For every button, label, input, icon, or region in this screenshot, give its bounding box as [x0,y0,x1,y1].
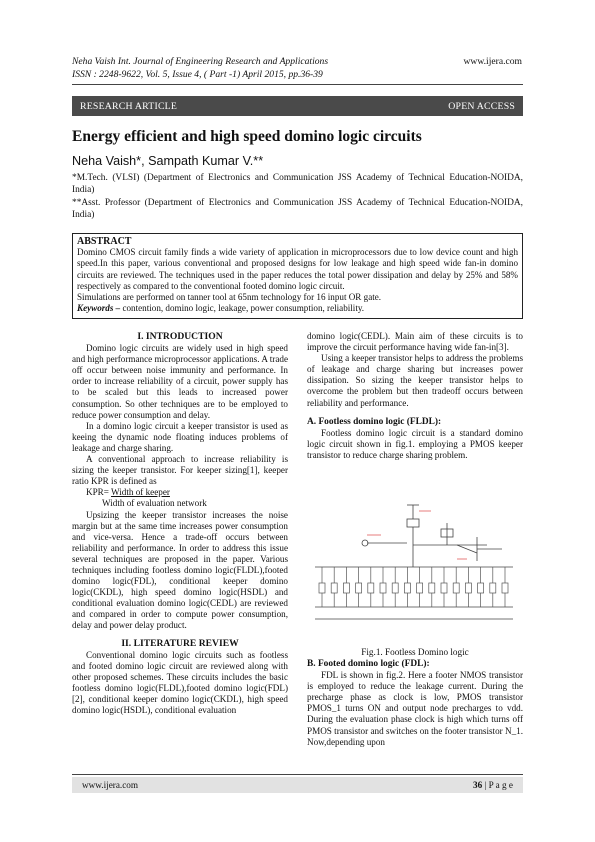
figure-1-caption: Fig.1. Footless Domino logic [361,647,469,657]
nmos-transistor [343,583,349,593]
intro-paragraph-2: In a domino logic circuit a keeper transistor is used as keeing the dynamic node floating induces problems of leakage and charge sharing. [72,420,288,453]
issn-line: ISSN : 2248-9622, Vol. 5, Issue 4, ( Part -1) April 2015, pp.36-39 [72,69,323,80]
footer-rule [72,774,523,775]
schematic-drawing [307,497,523,635]
right-paragraph-2: Using a keeper transistor helps to address the problems of leakage and charge sharing but increases power dissipation. So sizing the keeper transistor helps to overcome the problem but then tradeoff occurs between reliability and performance. [307,353,523,408]
header-rule [72,84,523,85]
subsection-a-paragraph: Footless domino logic circuit is a standard domino logic circuit shown in fig.1. employing a PMOS keeper transistor to reduce charge sharing problem. [307,427,523,460]
nmos-transistor [392,583,398,593]
nmos-transistor [417,583,423,593]
abstract-body: Domino CMOS circuit family finds a wide variety of application in microprocessors due to low device count and high speed.In this paper, various conventional and proposed designs for low leakage and high speed wide fan-in domino circuits are reviewed. The techniques used in the paper reduces the total power dissipation and delay by 25% and 58% respectively as compared to the conventional footed domino logic circuit. [77,247,518,291]
nmos-transistor [502,583,508,593]
subsection-b-paragraph: FDL is shown in fig.2. Here a footer NMOS transistor is employed to reduce the leakage current. During the precharge phase as clock is low, PMOS transistor PMOS_1 turns ON and output node precharges to vdd. During the evaluation phase clock is high which turns off PMOS transistor and switches on the footer transistor N_1. Now,depending upon [307,670,523,747]
section-literature-heading: II. LITERATURE REVIEW [121,637,239,649]
intro-paragraph-1: Domino logic circuits are widely used in high speed and high performance microprocessor applications. A trade off occur between noise immunity and performance. In order to increase reliability of a circuit, power supply has to be scaled but this leads to increased power consumption. So other techniques are to be employed to reduce power consumption and delay. [72,343,288,420]
paper-title: Energy efficient and high speed domino logic circuits [72,128,422,145]
keywords-text: contention, domino logic, leakage, power consumption, reliability. [120,303,365,314]
abstract-box [72,233,523,319]
right-column-lower [307,659,523,748]
nmos-transistor [490,583,496,593]
nmos-transistor [380,583,386,593]
nmos-transistor [331,583,337,593]
open-access-label: OPEN ACCESS [448,100,515,112]
article-type-label: RESEARCH ARTICLE [80,100,178,112]
nmos-transistor [478,583,484,593]
left-column [72,331,288,716]
nmos-transistor [404,583,410,593]
nmos-transistor [356,583,362,593]
evaluation-network [319,567,508,607]
author-list: Neha Vaish*, Sampath Kumar V.** [72,154,264,168]
nmos-transistor [441,583,447,593]
kpr-label: KPR= [86,487,112,498]
right-column [307,331,523,461]
keywords-line [77,303,518,314]
nmos-transistor [465,583,471,593]
nmos-transistor [453,583,459,593]
nmos-transistor [429,583,435,593]
header-website: www.ijera.com [463,56,522,67]
nmos-transistor [319,583,325,593]
kpr-equation [72,487,288,498]
kpr-denominator: Width of evaluation network [102,498,207,509]
affiliation-1: *M.Tech. (VLSI) (Department of Electronics and Communication JSS Academy of Technical Education-NOIDA, India) [72,173,523,196]
abstract-heading: ABSTRACT [77,236,132,247]
subsection-b-heading: B. Footed domino logic (FDL): [307,659,430,669]
page-number: 36 [472,780,483,790]
article-banner [72,96,523,116]
section-introduction-heading: I. INTRODUCTION [137,331,223,342]
keywords-label: Keywords – [77,303,121,314]
journal-citation: Neha Vaish Int. Journal of Engineering Research and Applications [72,56,329,67]
abstract-simulation-note: Simulations are performed on tanner tool at 65nm technology for 16 input OR gate. [77,292,382,303]
subsection-a-heading: A. Footless domino logic (FLDL): [307,416,442,427]
page-footer [72,777,523,793]
literature-paragraph-1: Conventional domino logic circuits such as footless and footed domino logic circuit are reviewed along with other proposed schemes. These circuits includes the basic footless domino logic(FLDL),footed domino logic(FDL)[2], conditional keeper domino logic(CKDL), high speed domino logic(HSDL), conditional evaluation [72,649,288,716]
affiliation-2: **Asst. Professor (Department of Electronics and Communication JSS Academy of Technical Education-NOIDA, India) [72,198,523,221]
intro-paragraph-4: Upsizing the keeper transistor increases the noise margin but at the same time increases power consumption and vice-versa. Hence a trade-off occurs between reliability and performance. In order to address this issue several techniques are proposed in the paper. Various techniques including footless domino logic(FLDL),footed domino logic(FDL), conditional keeper domino logic(CKDL), high speed domino logic(HSDL) and conditional evaluation domino logic(CEDL) are reviewed and compared in order to compute power consumption, delay and power delay product. [72,509,288,631]
page-number-block [473,780,513,790]
right-paragraph-1: domino logic(CEDL). Main aim of these circuits is to improve the circuit performance having wide fan-in[3]. [307,331,523,353]
kpr-numerator: Width of keeper [111,487,170,498]
nmos-transistor [368,583,374,593]
page-suffix: | P a g e [482,780,513,790]
footless-domino-schematic [307,497,523,635]
intro-paragraph-3: A conventional approach to increase reliability is sizing the keeper transistor. For keeper sizing[1], keeper ratio KPR is defined as [72,454,288,487]
footer-website: www.ijera.com [82,780,139,790]
